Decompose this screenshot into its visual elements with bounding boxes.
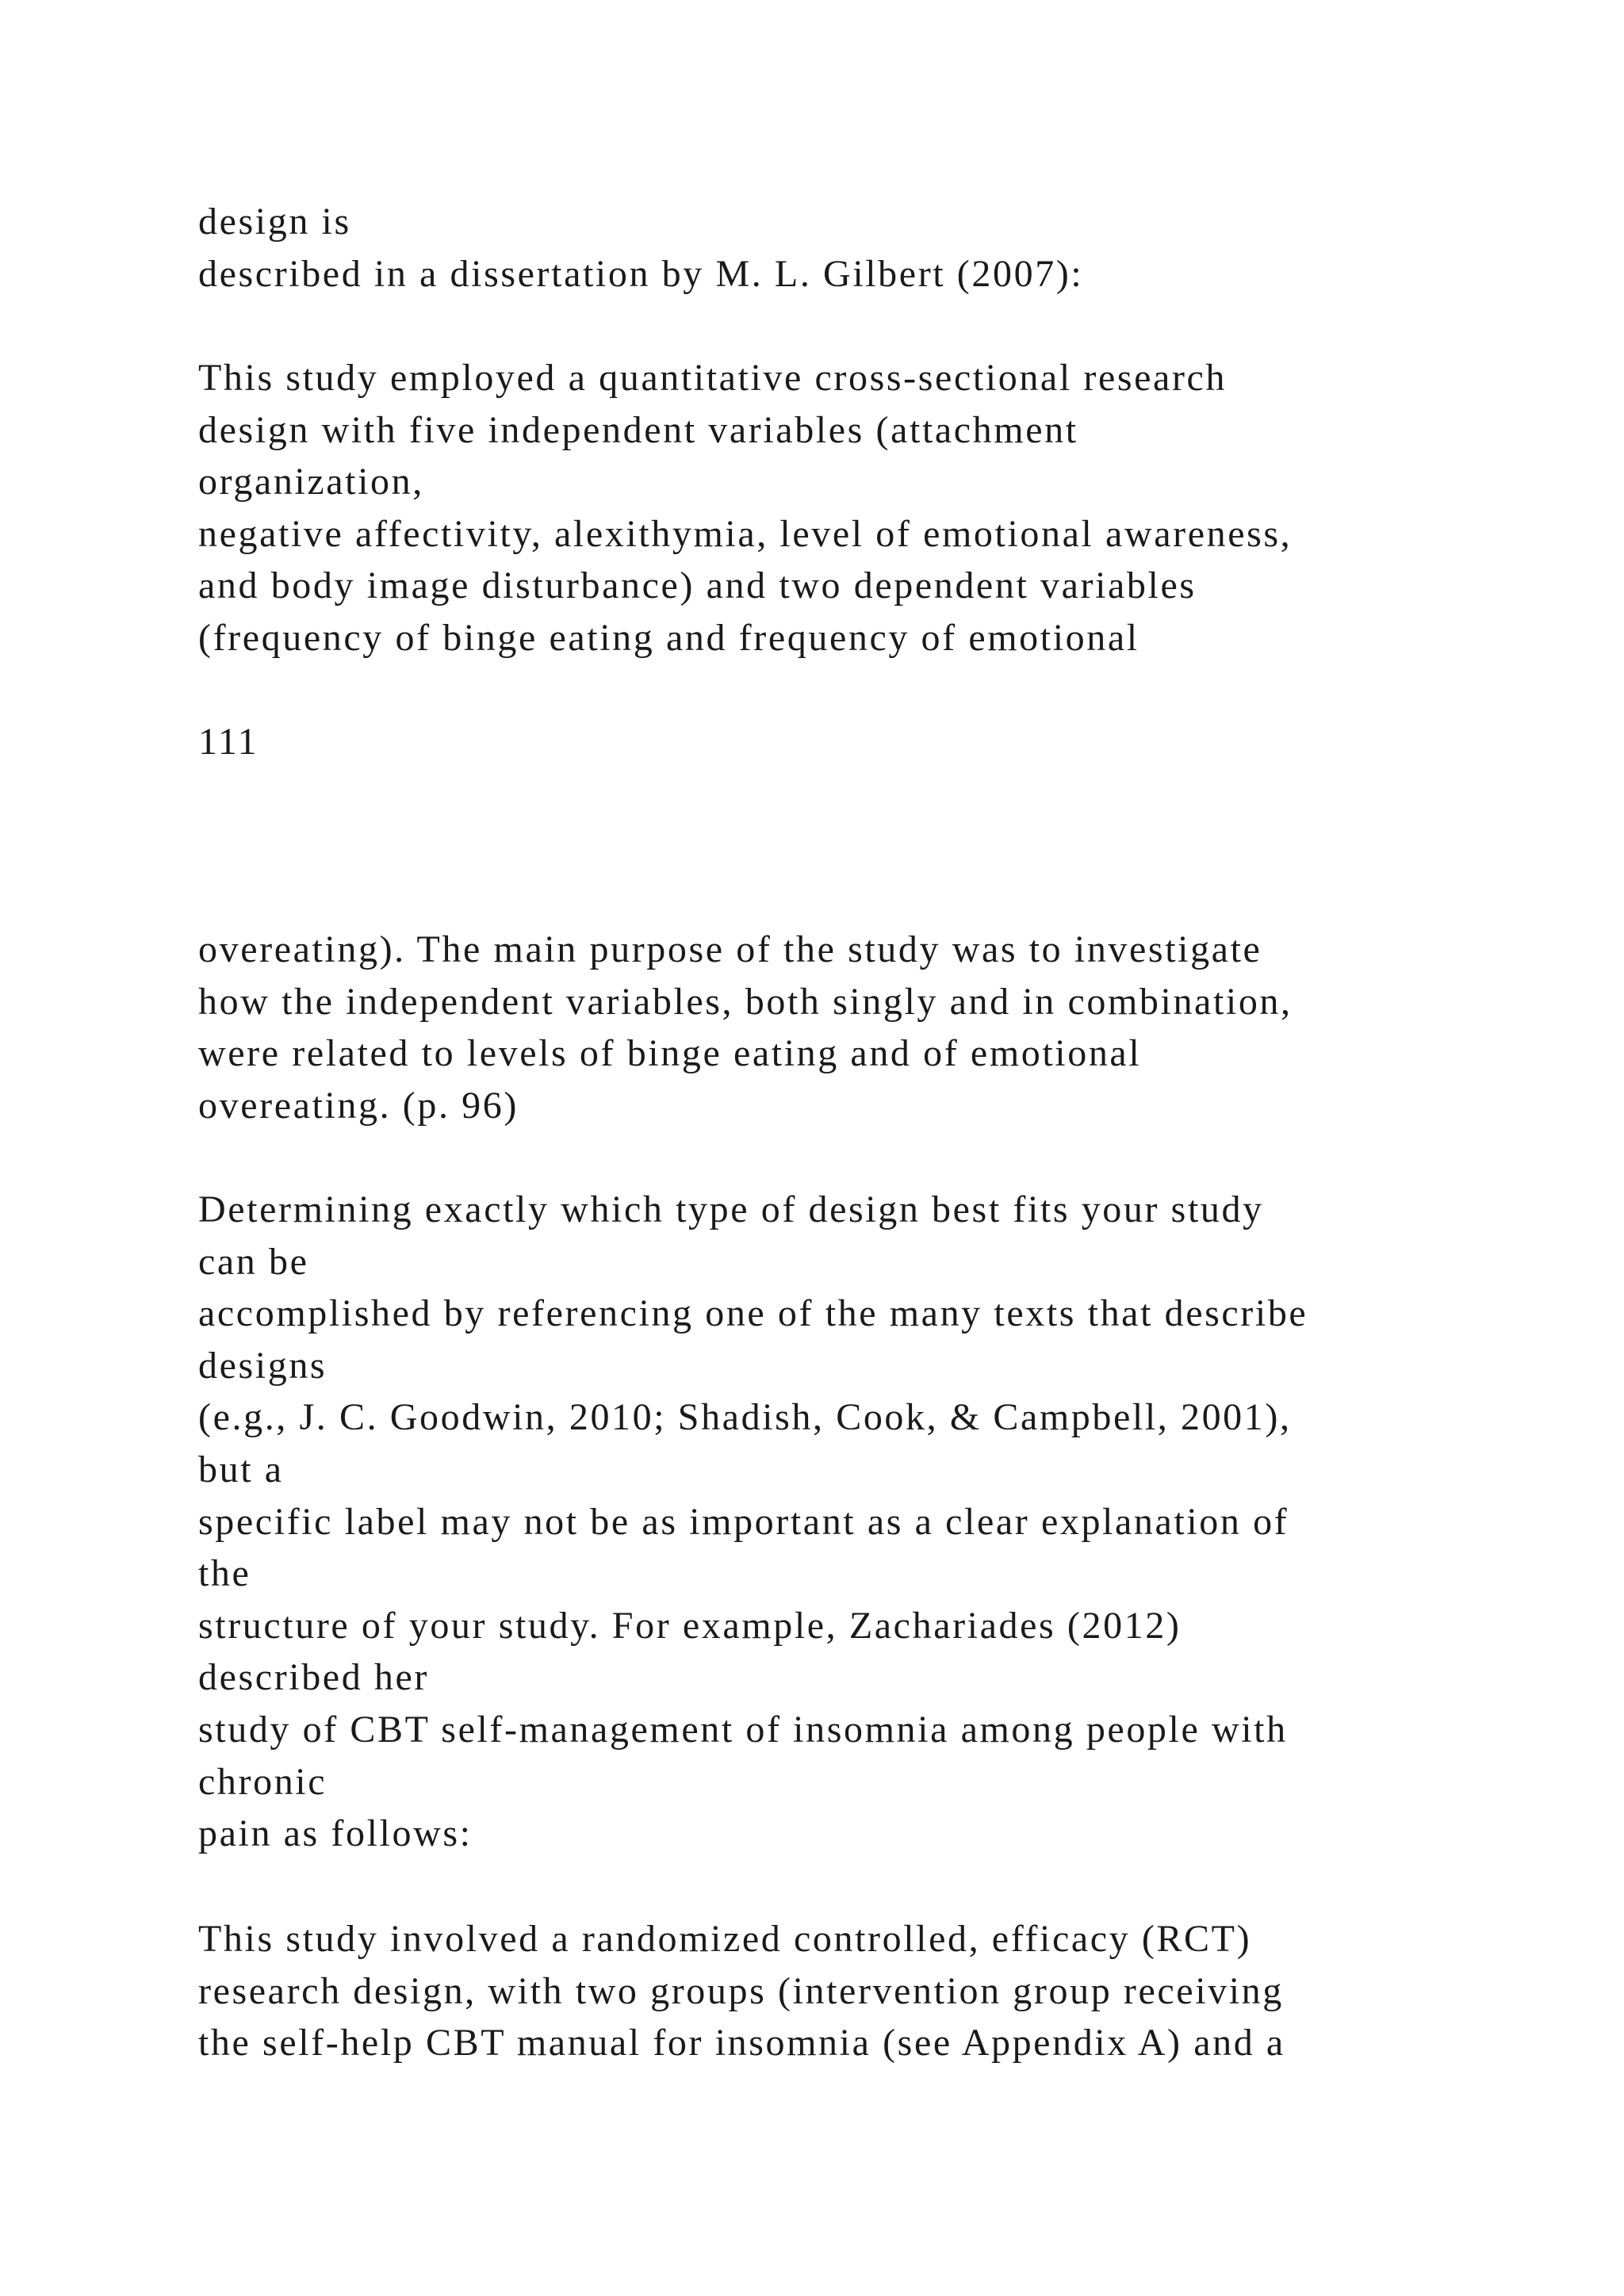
text-line: described her [198,1656,430,1699]
text-line: were related to levels of binge eating and of emotional [198,1032,1142,1075]
page-number-text: 111 [198,721,259,763]
text-line: This study employed a quantitative cross-sectional research [198,357,1228,399]
text-line: pain as follows: [198,1812,473,1855]
zachariades-quote [198,1913,1546,2069]
text-line: can be [198,1240,309,1283]
text-line: study of CBT self-management of insomnia among people with [198,1708,1288,1751]
design-paragraph [198,1184,1546,1860]
text-line: chronic [198,1760,327,1803]
text-line: (e.g., J. C. Goodwin, 2010; Shadish, Cook, & Campbell, 2001), [198,1396,1292,1439]
text-line: design with five independent variables (attachment [198,408,1078,451]
text-line: This study involved a randomized controlled, efficacy (RCT) [198,1918,1252,1960]
page-number [198,716,1546,768]
text-line: and body image disturbance) and two dependent variables [198,564,1197,607]
text-line: specific label may not be as important as a clear explanation of [198,1500,1289,1543]
text-line: the self-help CBT manual for insomnia (see Appendix A) and a [198,2022,1285,2064]
gilbert-quote [198,352,1546,664]
text-line: described in a dissertation by M. L. Gilbert (2007): [198,252,1084,295]
text-line: negative affectivity, alexithymia, level of emotional awareness, [198,512,1293,555]
text-line: overeating. (p. 96) [198,1084,519,1127]
text-line: designs [198,1344,327,1387]
text-line: Determining exactly which type of design best fits your study [198,1188,1264,1230]
text-line: (frequency of binge eating and frequency of emotional [198,616,1139,659]
intro-text [198,196,1546,300]
text-line: accomplished by referencing one of the many texts that describe [198,1292,1308,1335]
text-line: structure of your study. For example, Zachariades (2012) [198,1604,1182,1647]
text-line: but a [198,1448,284,1490]
text-line: design is [198,201,351,243]
text-line: research design, with two groups (intervention group receiving [198,1969,1284,2012]
gilbert-quote-continued [198,924,1546,1131]
text-line: how the independent variables, both singly and in combination, [198,980,1293,1023]
text-line: overeating). The main purpose of the study was to investigate [198,928,1262,970]
text-line: organization, [198,461,424,503]
text-line: the [198,1552,251,1595]
